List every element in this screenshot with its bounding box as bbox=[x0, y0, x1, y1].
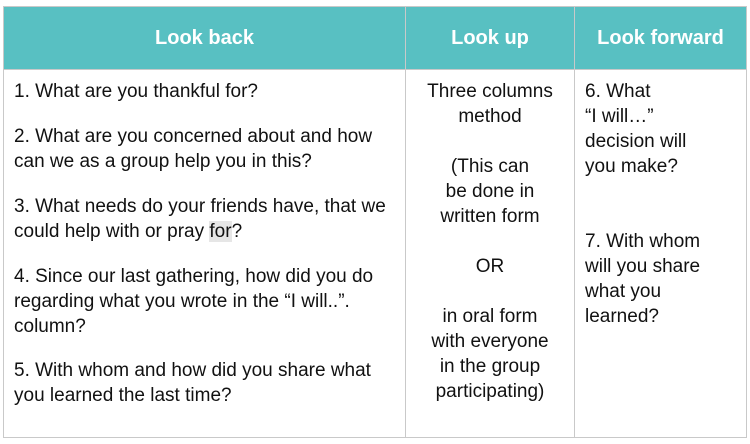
header-look-up: Look up bbox=[451, 26, 529, 49]
question-4: 4. Since our last gathering, how did you do regarding what you wrote in the “I will..”. column? bbox=[14, 266, 374, 337]
question-3-end: ? bbox=[231, 221, 243, 242]
question-3 bbox=[14, 194, 400, 244]
header-look-back: Look back bbox=[155, 26, 254, 49]
question-7: 7. With whom will you share what you learned? bbox=[585, 231, 701, 327]
three-columns-table bbox=[3, 6, 747, 438]
written-form-text: (This can be done in written form bbox=[440, 156, 540, 227]
header-divider bbox=[4, 69, 746, 70]
highlighted-word: for bbox=[209, 221, 232, 242]
column-divider-2 bbox=[574, 7, 575, 437]
question-6: 6. What “I will…” decision will you make? bbox=[585, 81, 687, 177]
question-3-text: 3. What needs do your friends have, that we could help with or pray bbox=[14, 196, 386, 242]
method-title: Three columns method bbox=[427, 81, 553, 127]
table-header-row bbox=[4, 7, 746, 69]
header-look-forward: Look forward bbox=[597, 26, 724, 49]
question-5: 5. With whom and how did you share what you learned the last time? bbox=[14, 360, 371, 406]
question-1: 1. What are you thankful for? bbox=[14, 81, 258, 102]
or-text: OR bbox=[475, 256, 505, 277]
question-2: 2. What are you concerned about and how can we as a group help you in this? bbox=[14, 126, 373, 172]
oral-form-text: in oral form with everyone in the group participating) bbox=[431, 306, 549, 402]
